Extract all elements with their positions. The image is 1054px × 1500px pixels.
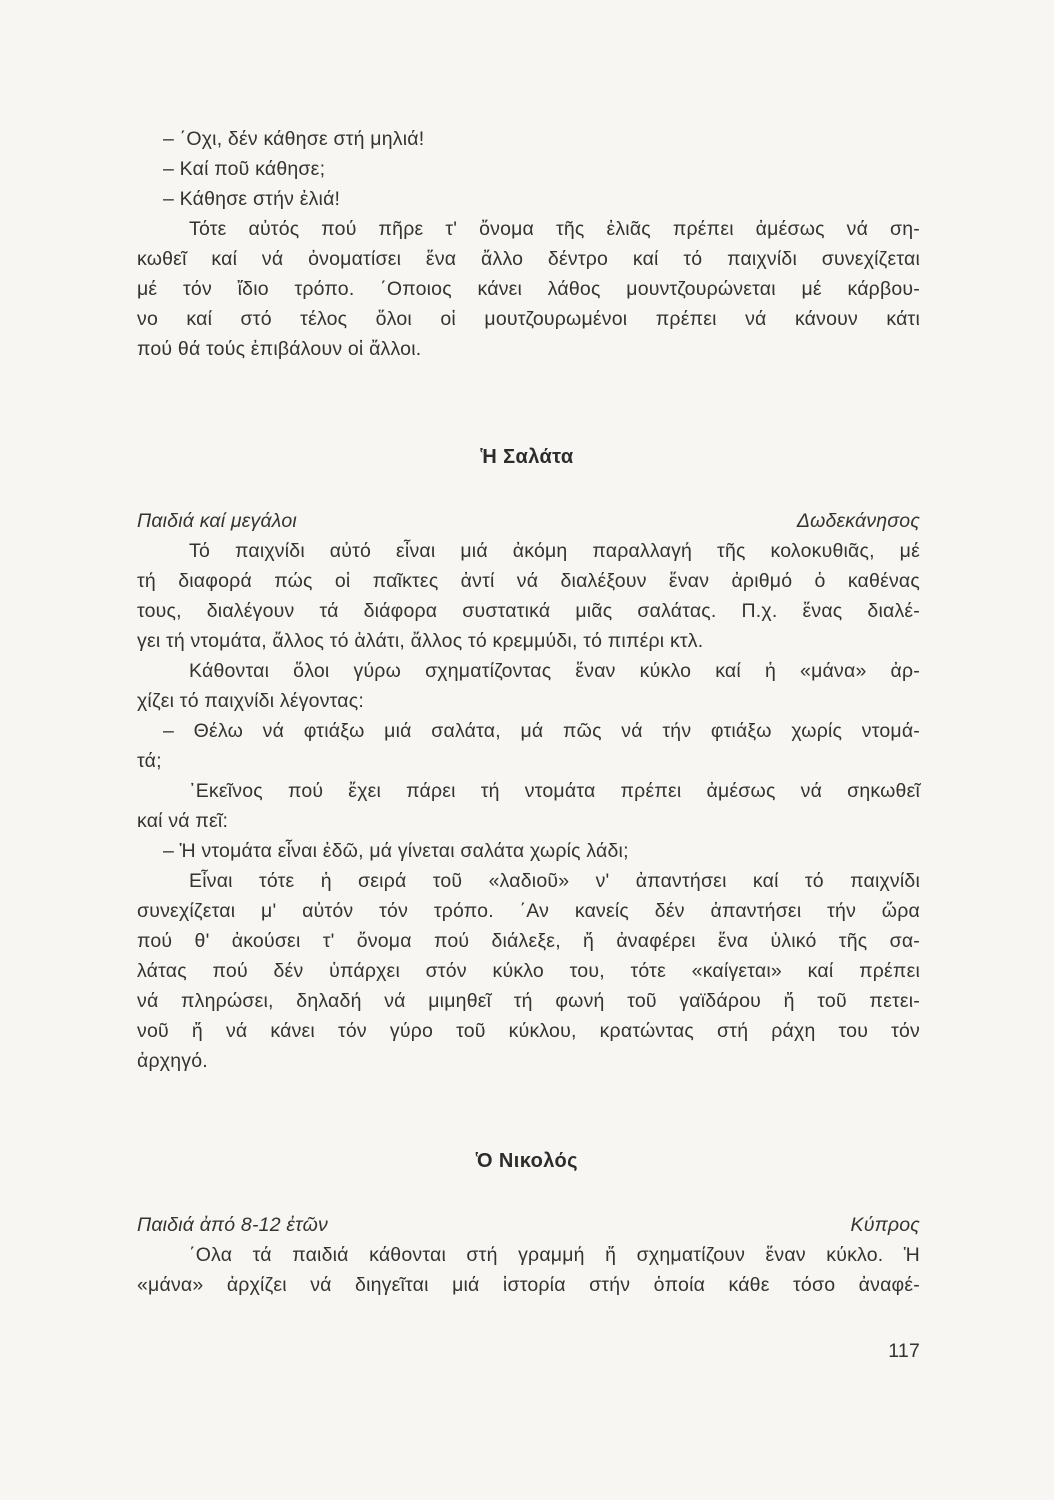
dialogue-line: – Θέλω νά φτιάξω μιά σαλάτα, μά πῶς νά τήν φτιάξω χωρίς ντομά- [163,720,920,742]
paragraph-line: Τότε αὐτός πού πῆρε τ' ὄνομα τῆς ἐλιᾶς πρέπει ἀμέσως νά ση- [189,218,920,240]
dialogue-block [137,124,920,364]
paragraph-line: Τό παιχνίδι αὐτό εἶναι μιά ἀκόμη παραλλαγή τῆς κολοκυθιᾶς, μέ [189,540,920,562]
paragraph-line: νά πληρώσει, δηλαδή νά μιμηθεῖ τή φωνή τοῦ γαϊδάρου ἤ τοῦ πετει- [137,990,920,1012]
section-subtitle [137,1210,920,1240]
paragraph-line: κωθεῖ καί νά ὀνοματίσει ἕνα ἄλλο δέντρο καί τό παιχνίδι συνεχίζεται [137,248,920,270]
paragraph-line: πού θά τούς ἐπιβάλουν οἱ ἄλλοι. [137,338,422,360]
section-body [137,1210,920,1300]
region-label: Δωδεκάνησος [796,510,920,532]
paragraph-line: μέ τόν ἴδιο τρόπο. ΄Οποιος κάνει λάθος μουντζουρώνεται μέ κάρβου- [137,278,920,300]
paragraph-line: λάτας πού δέν ὑπάρχει στόν κύκλο του, τότε «καίγεται» καί πρέπει [137,960,920,982]
paragraph-line: ΄Ολα τά παιδιά κάθονται στή γραμμή ἤ σχηματίζουν ἕναν κύκλο. Ἡ [189,1244,920,1266]
paragraph-line: Εἶναι τότε ἡ σειρά τοῦ «λαδιοῦ» ν' ἀπαντήσει καί τό παιχνίδι [189,870,920,892]
paragraph-line: γει τή ντομάτα, ἄλλος τό ἁλάτι, ἄλλος τό κρεμμύδι, τό πιπέρι κτλ. [137,630,704,652]
paragraph-line: συνεχίζεται μ' αὐτόν τόν τρόπο. ΄Αν κανείς δέν ἀπαντήσει τήν ὥρα [137,900,920,922]
dialogue-line: – Ἡ ντομάτα εἶναι ἐδῶ, μά γίνεται σαλάτα χωρίς λάδι; [163,840,629,862]
section-subtitle [137,506,920,536]
paragraph-line: ᾿Εκεῖνος πού ἔχει πάρει τή ντομάτα πρέπει ἀμέσως νά σηκωθεῖ [189,780,920,802]
audience-label: Παιδιά καί μεγάλοι [137,510,297,532]
section-title: Ὁ Νικολός [476,1150,578,1172]
paragraph-line: τους, διαλέγουν τά διάφορα συστατικά μιᾶς σαλάτας. Π.χ. ἕνας διαλέ- [137,600,920,622]
section-body [137,506,920,1076]
paragraph-line: νο καί στό τέλος ὅλοι οἱ μουτζουρωμένοι πρέπει νά κάνουν κάτι [137,308,920,330]
audience-label: Παιδιά ἀπό 8-12 ἐτῶν [137,1214,328,1236]
region-label: Κύπρος [850,1214,920,1236]
paragraph-line: καί νά πεῖ: [137,810,229,832]
paragraph-line: χίζει τό παιχνίδι λέγοντας: [137,690,364,712]
paragraph-line: ἀρχηγό. [137,1050,208,1072]
page-number: 117 [888,1340,920,1362]
paragraph-line: «μάνα» ἀρχίζει νά διηγεῖται μιά ἱστορία στήν ὁποία κάθε τόσο ἀναφέ- [137,1274,920,1296]
dialogue-line: – ΄Οχι, δέν κάθησε στή μηλιά! [163,128,425,150]
section-title: Ἡ Σαλάτα [480,446,574,468]
paragraph-line: τή διαφορά πώς οἱ παῖκτες ἀντί νά διαλέξουν ἕναν ἀριθμό ὁ καθένας [137,570,920,592]
paragraph-line: Κάθονται ὅλοι γύρω σχηματίζοντας ἕναν κύκλο καί ἡ «μάνα» ἀρ- [189,660,920,682]
dialogue-line: – Καί ποῦ κάθησε; [163,158,326,180]
dialogue-line: – Κάθησε στήν ἐλιά! [163,188,341,210]
paragraph-line: πού θ' ἀκούσει τ' ὄνομα πού διάλεξε, ἤ ἀναφέρει ἕνα ὑλικό τῆς σα- [137,930,920,952]
paragraph-line: νοῦ ἤ νά κάνει τόν γύρο τοῦ κύκλου, κρατώντας στή ράχη του τόν [137,1020,920,1042]
dialogue-line: τά; [137,750,162,772]
